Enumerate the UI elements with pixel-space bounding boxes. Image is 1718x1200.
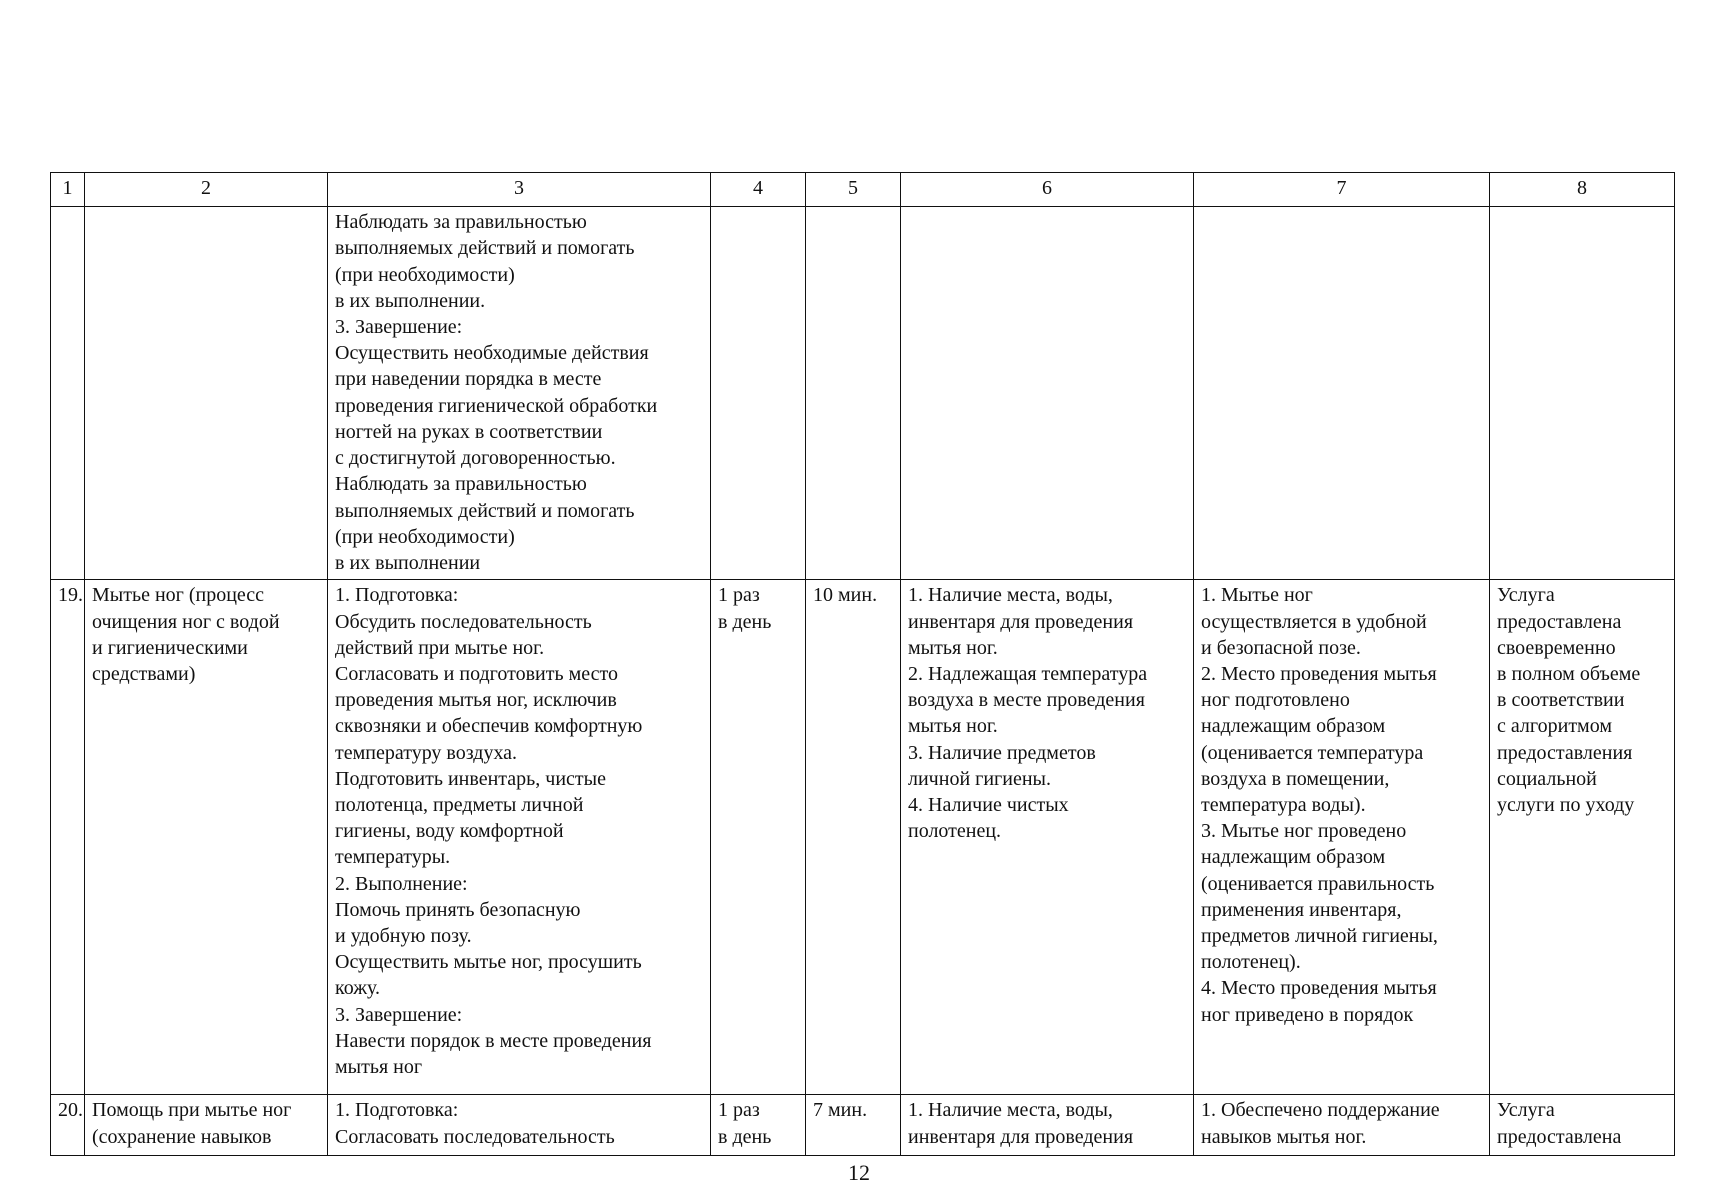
cell-text-line: личной гигиены. bbox=[908, 767, 1051, 790]
cell-text-line: при наведении порядка в месте bbox=[335, 368, 602, 391]
cell-text-line: средствами) bbox=[92, 662, 196, 685]
quality-indicators-cell bbox=[1194, 580, 1490, 1095]
table-row bbox=[51, 580, 1675, 1095]
cell-text-line: с достигнутой договоренностью. bbox=[335, 447, 616, 470]
cell-text-line: 10 мин. bbox=[813, 584, 878, 607]
cell-text-line: и гигиеническими bbox=[92, 636, 248, 659]
service-name-cell bbox=[85, 1095, 328, 1156]
page-number: 12 bbox=[848, 1160, 870, 1185]
cell-text-line: и удобную позу. bbox=[335, 924, 472, 947]
cell-text-line: сквозняки и обеспечив комфортную bbox=[335, 715, 643, 738]
cell-text-line: 1. Наличие места, воды, bbox=[908, 1099, 1113, 1122]
cell-text-line: (при необходимости) bbox=[335, 525, 515, 548]
procedure-cell bbox=[328, 1095, 711, 1156]
table-row bbox=[51, 207, 1675, 580]
header-cell: 8 bbox=[1490, 173, 1675, 207]
cell-text-line: 1 раз bbox=[718, 584, 760, 607]
duration-cell bbox=[806, 580, 901, 1095]
cell-text-line: с алгоритмом bbox=[1497, 715, 1612, 738]
header-cell: 6 bbox=[901, 173, 1194, 207]
cell-text-line: (оценивается температура bbox=[1201, 741, 1424, 764]
cell-text-line: 4. Место проведения мытья bbox=[1201, 977, 1437, 1000]
cell-text-line: (при необходимости) bbox=[335, 263, 515, 286]
cell-text-line: в их выполнении. bbox=[335, 289, 486, 312]
header-cell: 1 bbox=[51, 173, 85, 207]
cell-text-line: 2. Место проведения мытья bbox=[1201, 662, 1437, 685]
cell-text-line: своевременно bbox=[1497, 636, 1616, 659]
cell-text-line: ногтей на руках в соответствии bbox=[335, 420, 603, 443]
cell-text-line: 3. Завершение: bbox=[335, 1003, 463, 1026]
conditions-cell bbox=[901, 207, 1194, 580]
cell-text-line: в соответствии bbox=[1497, 689, 1625, 712]
cell-text-line: Обсудить последовательность bbox=[335, 610, 592, 633]
cell-text-line: услуги по уходу bbox=[1497, 793, 1635, 816]
cell-text-line: Помочь принять безопасную bbox=[335, 898, 581, 921]
cell-text-line: полотенец). bbox=[1201, 951, 1301, 974]
table-row bbox=[51, 1095, 1675, 1156]
cell-text-line: выполняемых действий и помогать bbox=[335, 499, 635, 522]
cell-text-line: выполняемых действий и помогать bbox=[335, 237, 635, 260]
cell-text-line: температуры. bbox=[335, 846, 451, 869]
cell-text-line: предоставлена bbox=[1497, 1125, 1622, 1148]
cell-text-line: проведения мытья ног, исключив bbox=[335, 689, 617, 712]
cell-text-line: полотенец. bbox=[908, 820, 1002, 843]
cell-text-line: применения инвентаря, bbox=[1201, 898, 1402, 921]
cell-text-line: предметов личной гигиены, bbox=[1201, 924, 1438, 947]
cell-text-line: Наблюдать за правильностью bbox=[335, 473, 587, 496]
cell-text-line: Согласовать и подготовить место bbox=[335, 662, 618, 685]
cell-text-line: и безопасной позе. bbox=[1201, 636, 1361, 659]
cell-text-line: ног подготовлено bbox=[1201, 689, 1350, 712]
cell-text-line: 1. Мытье ног bbox=[1201, 584, 1313, 607]
header-cell: 7 bbox=[1194, 173, 1490, 207]
service-name-cell bbox=[85, 580, 328, 1095]
cell-text-line: предоставлена bbox=[1497, 610, 1622, 633]
cell-text-line: 1. Наличие места, воды, bbox=[908, 584, 1113, 607]
cell-text-line: воздуха в помещении, bbox=[1201, 767, 1390, 790]
evaluation-cell bbox=[1490, 580, 1675, 1095]
cell-text-line: очищения ног с водой bbox=[92, 610, 280, 633]
cell-text-line: Мытье ног (процесс bbox=[92, 584, 265, 607]
cell-text-line: Услуга bbox=[1497, 584, 1555, 607]
cell-text-line: 3. Мытье ног проведено bbox=[1201, 820, 1407, 843]
cell-text-line: мытья ног bbox=[335, 1055, 423, 1078]
cell-text-line: (оценивается правильность bbox=[1201, 872, 1435, 895]
cell-text-line: Подготовить инвентарь, чистые bbox=[335, 767, 606, 790]
cell-text-line: 7 мин. bbox=[813, 1099, 868, 1122]
duration-cell bbox=[806, 207, 901, 580]
row-number-cell: 20. bbox=[51, 1095, 85, 1156]
cell-text-line: гигиены, воду комфортной bbox=[335, 820, 564, 843]
cell-text-line: действий при мытье ног. bbox=[335, 636, 545, 659]
cell-text-line: Навести порядок в месте проведения bbox=[335, 1029, 652, 1052]
cell-text-line: Услуга bbox=[1497, 1099, 1555, 1122]
duration-cell bbox=[806, 1095, 901, 1156]
table-header-row bbox=[51, 173, 1675, 207]
service-name-cell bbox=[85, 207, 328, 580]
services-table bbox=[50, 172, 1675, 1156]
cell-text-line: инвентаря для проведения bbox=[908, 610, 1134, 633]
frequency-cell bbox=[711, 580, 806, 1095]
cell-text-line: 1. Подготовка: bbox=[335, 1099, 459, 1122]
cell-text-line: Осуществить мытье ног, просушить bbox=[335, 951, 642, 974]
cell-text-line: воздуха в месте проведения bbox=[908, 689, 1145, 712]
cell-text-line: 4. Наличие чистых bbox=[908, 793, 1069, 816]
conditions-cell bbox=[901, 580, 1194, 1095]
cell-text-line: проведения гигиенической обработки bbox=[335, 394, 658, 417]
cell-text-line: надлежащим образом bbox=[1201, 846, 1386, 869]
cell-text-line: 1. Подготовка: bbox=[335, 584, 459, 607]
cell-text-line: предоставления bbox=[1497, 741, 1633, 764]
cell-text-line: Согласовать последовательность bbox=[335, 1125, 615, 1148]
cell-text-line: мытья ног. bbox=[908, 715, 998, 738]
cell-text-line: осуществляется в удобной bbox=[1201, 610, 1427, 633]
cell-text-line: 1. Обеспечено поддержание bbox=[1201, 1099, 1440, 1122]
cell-text-line: ног приведено в порядок bbox=[1201, 1003, 1414, 1026]
cell-text-line: 2. Выполнение: bbox=[335, 872, 468, 895]
procedure-cell bbox=[328, 580, 711, 1095]
row-number-cell bbox=[51, 207, 85, 580]
header-cell: 2 bbox=[85, 173, 328, 207]
cell-text-line: (сохранение навыков bbox=[92, 1125, 272, 1148]
cell-text-line: социальной bbox=[1497, 767, 1597, 790]
header-cell: 4 bbox=[711, 173, 806, 207]
row-number-cell: 19. bbox=[51, 580, 85, 1095]
cell-text-line: температуру воздуха. bbox=[335, 741, 518, 764]
evaluation-cell bbox=[1490, 1095, 1675, 1156]
conditions-cell bbox=[901, 1095, 1194, 1156]
quality-indicators-cell bbox=[1194, 1095, 1490, 1156]
cell-text-line: Помощь при мытье ног bbox=[92, 1099, 292, 1122]
cell-text-line: кожу. bbox=[335, 977, 381, 1000]
cell-text-line: в полном объеме bbox=[1497, 662, 1641, 685]
cell-text-line: в их выполнении bbox=[335, 551, 481, 574]
cell-text-line: температура воды). bbox=[1201, 793, 1366, 816]
cell-text-line: 2. Надлежащая температура bbox=[908, 662, 1148, 685]
cell-text-line: в день bbox=[718, 1125, 772, 1148]
cell-text-line: надлежащим образом bbox=[1201, 715, 1386, 738]
header-cell: 5 bbox=[806, 173, 901, 207]
procedure-cell bbox=[328, 207, 711, 580]
frequency-cell bbox=[711, 207, 806, 580]
cell-text-line: навыков мытья ног. bbox=[1201, 1125, 1367, 1148]
cell-text-line: полотенца, предметы личной bbox=[335, 793, 584, 816]
quality-indicators-cell bbox=[1194, 207, 1490, 580]
header-cell: 3 bbox=[328, 173, 711, 207]
cell-text-line: в день bbox=[718, 610, 772, 633]
frequency-cell bbox=[711, 1095, 806, 1156]
cell-text-line: инвентаря для проведения bbox=[908, 1125, 1134, 1148]
cell-text-line: 3. Завершение: bbox=[335, 316, 463, 339]
cell-text-line: 3. Наличие предметов bbox=[908, 741, 1096, 764]
evaluation-cell bbox=[1490, 207, 1675, 580]
cell-text-line: Осуществить необходимые действия bbox=[335, 342, 649, 365]
cell-text-line: Наблюдать за правильностью bbox=[335, 211, 587, 234]
cell-text-line: мытья ног. bbox=[908, 636, 998, 659]
cell-text-line: 1 раз bbox=[718, 1099, 760, 1122]
